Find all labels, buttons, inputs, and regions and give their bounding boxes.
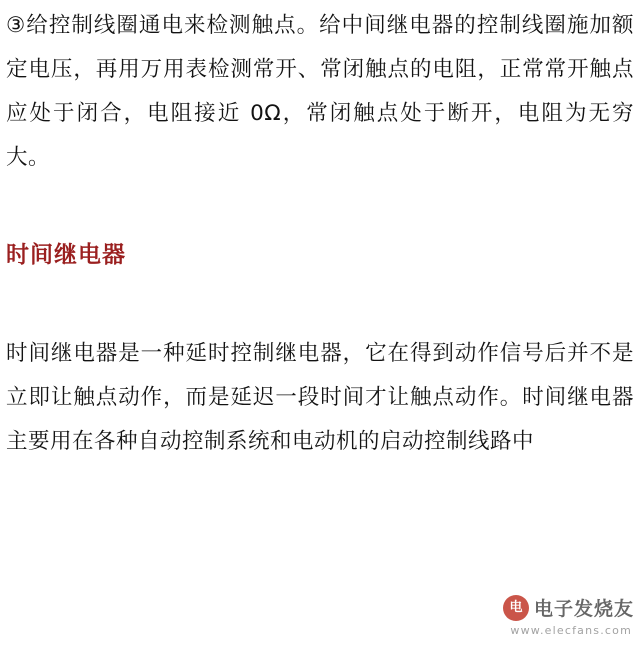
paragraph-time-relay-description: 时间继电器是一种延时控制继电器，它在得到动作信号后并不是立即让触点动作，而是延迟一段时间才让触点动作。时间继电器主要用在各种自动控制系统和电动机的启动控制线路中 bbox=[6, 341, 634, 454]
section-spacer-bottom bbox=[4, 272, 636, 332]
section-spacer-top bbox=[4, 180, 636, 238]
watermark-brand-row bbox=[484, 594, 634, 621]
watermark-url: www.elecfans.com bbox=[510, 624, 632, 637]
section-heading-time-relay: 时间继电器 bbox=[6, 242, 126, 268]
watermark-site-name: 电子发烧友 bbox=[533, 598, 634, 620]
paragraph-relay-contact-test: ③给控制线圈通电来检测触点。给中间继电器的控制线圈施加额定电压，再用万用表检测常开、常闭触点的电阻，正常常开触点应处于闭合，电阻接近 0Ω，常闭触点处于断开，电阻为无穷大。 bbox=[6, 13, 634, 170]
watermark bbox=[484, 594, 634, 642]
elecfans-logo-icon: 电 bbox=[503, 595, 529, 621]
